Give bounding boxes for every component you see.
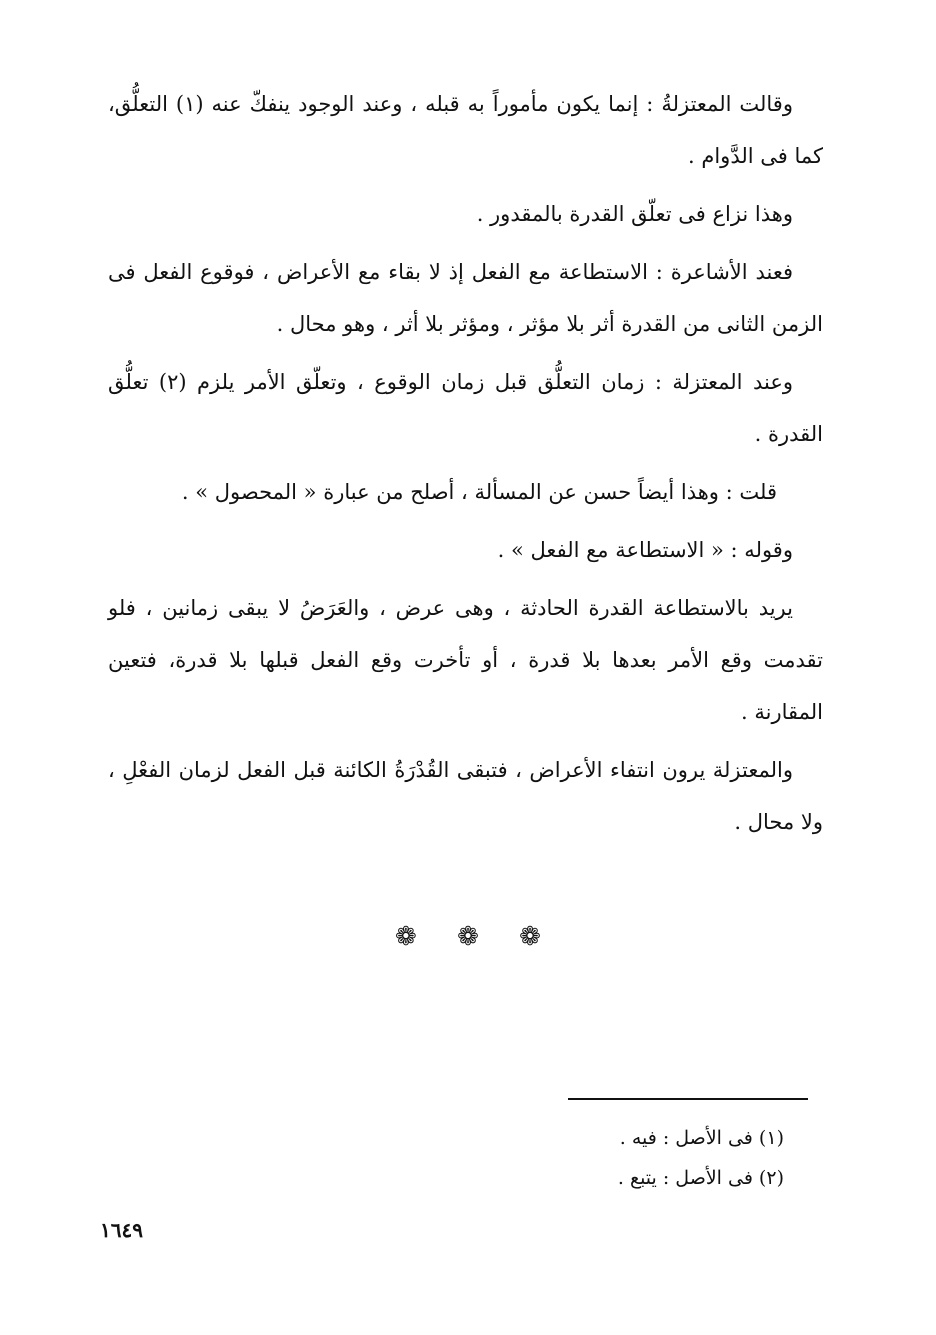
section-divider-ornaments xyxy=(0,922,936,952)
main-text xyxy=(108,78,823,854)
paragraph: والمعتزلة يرون انتفاء الأعراض ، فتبقى القُدْرَةُ الكائنة قبل الفعل لزمان الفعْلِ ، ولا محال . xyxy=(108,758,823,834)
paragraph: قلت : وهذا أيضاً حسن عن المسألة ، أصلح من عبارة « المحصول » . xyxy=(181,480,777,504)
footnotes xyxy=(384,1118,784,1198)
footnote: (٢) فى الأصل : يتبع . xyxy=(617,1167,784,1189)
footnote: (١) فى الأصل : فيه . xyxy=(619,1127,784,1149)
paragraph: يريد بالاستطاعة القدرة الحادثة ، وهى عرض ، والعَرَضُ لا يبقى زمانين ، فلو تقدمت وقع الأمر بعدها بلا قدرة ، أو تأخرت وقع الفعل قبلها بلا قدرة، فتعين المقارنة . xyxy=(108,596,823,724)
paragraph: وقوله : « الاستطاعة مع الفعل » . xyxy=(497,538,793,562)
flower-ornament-icon: ❁ xyxy=(519,922,541,952)
paragraph: وهذا نزاع فى تعلّق القدرة بالمقدور . xyxy=(476,202,793,226)
page-number: ١٦٤٩ xyxy=(100,1218,143,1242)
paragraph: وعند المعتزلة : زمان التعلُّق قبل زمان الوقوع ، وتعلّق الأمر يلزم (٢) تعلُّق القدرة . xyxy=(108,370,823,446)
flower-ornament-icon: ❁ xyxy=(395,922,417,952)
footnote-separator xyxy=(568,1098,808,1100)
paragraph: وقالت المعتزلةُ : إنما يكون مأموراً به قبله ، وعند الوجود ينفكّ عنه (١) التعلُّق، كما فى الدَّوام . xyxy=(108,92,823,168)
paragraph: فعند الأشاعرة : الاستطاعة مع الفعل إذ لا بقاء مع الأعراض ، فوقوع الفعل فى الزمن الثانى من القدرة أثر بلا مؤثر ، ومؤثر بلا أثر ، وهو محال . xyxy=(108,260,823,336)
flower-ornament-icon: ❁ xyxy=(457,922,479,952)
